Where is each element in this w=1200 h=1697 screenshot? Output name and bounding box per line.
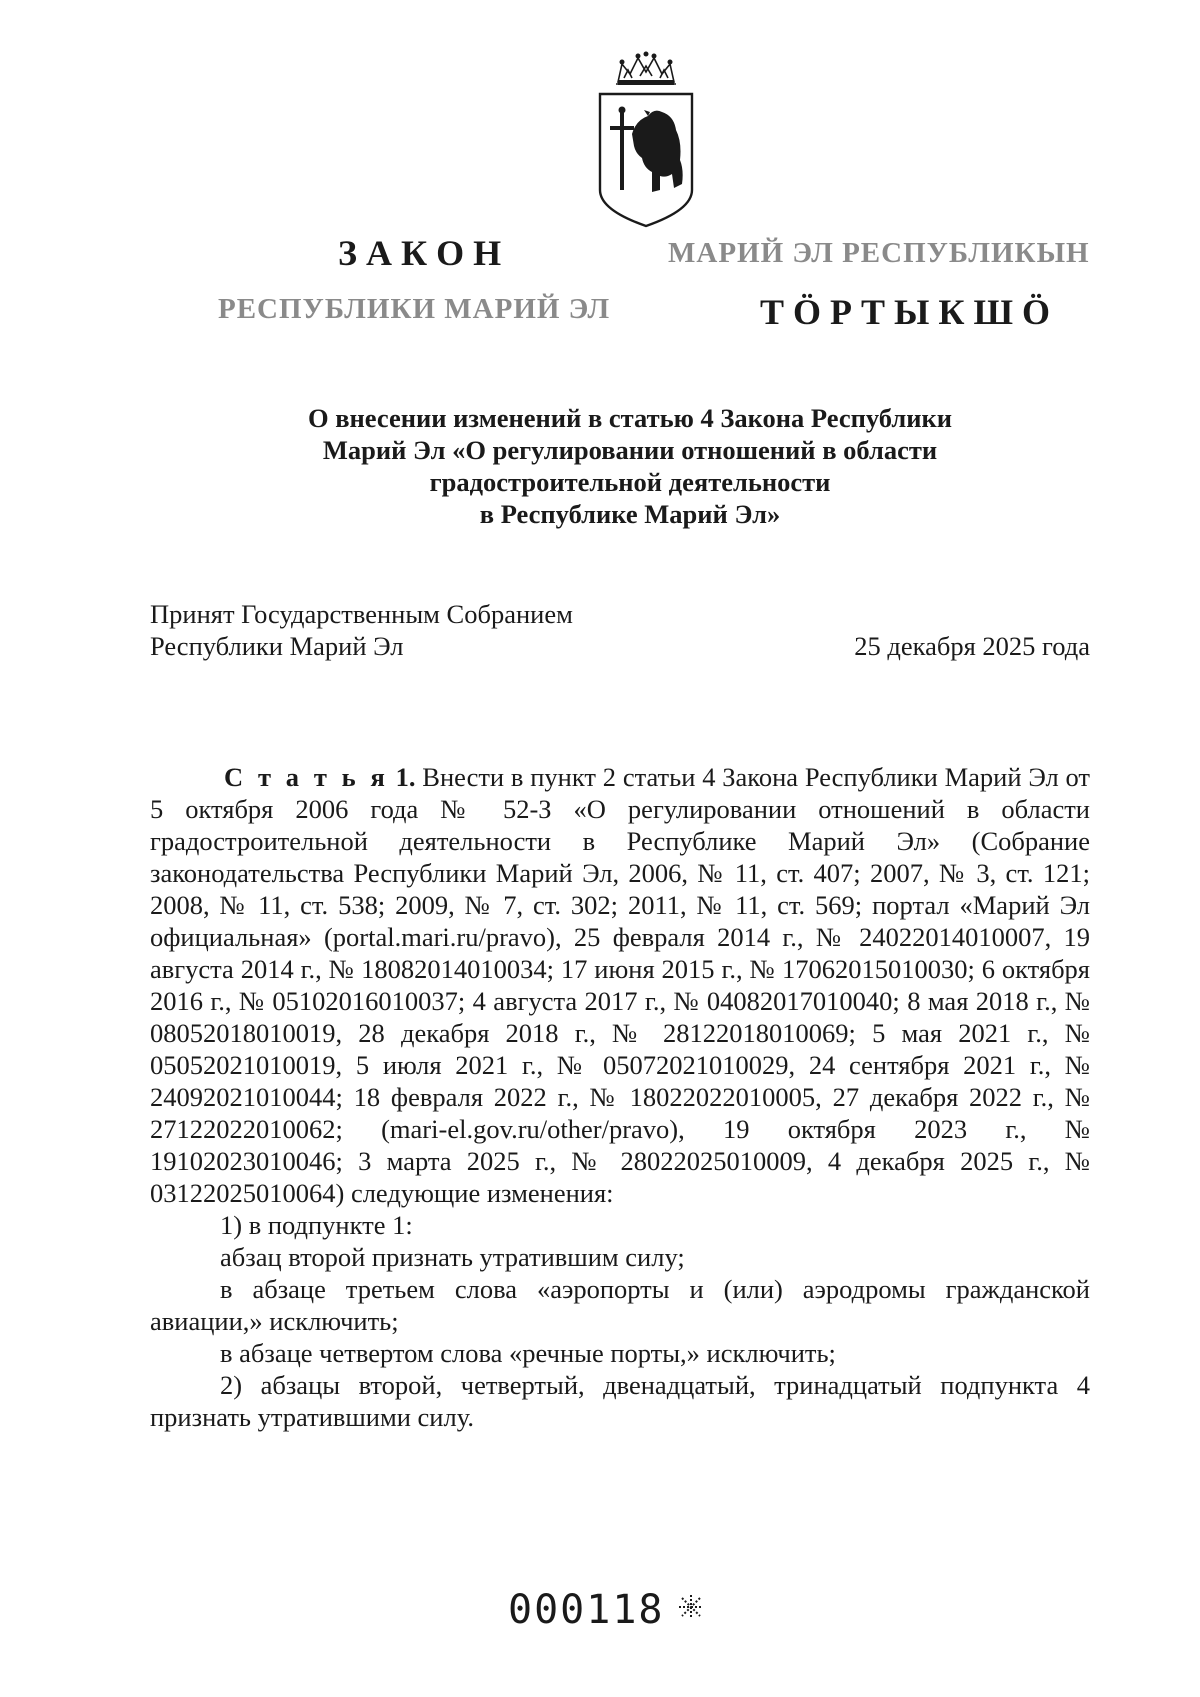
law-title	[150, 402, 1110, 530]
adoption-line: Принят Государственным Собранием	[150, 599, 573, 629]
article-item: 2) абзацы второй, четвертый, двенадцатый, тринадцатый подпункта 4 признать утратившими силу.	[150, 1370, 1090, 1432]
law-title-line: в Республике Марий Эл»	[479, 499, 781, 529]
law-title-line: О внесении изменений в статью 4 Закона Республики	[307, 403, 953, 433]
article-item: в абзаце третьем слова «аэропорты и (или) аэродромы гражданской авиации,» исключить;	[150, 1274, 1090, 1336]
law-title-line: Марий Эл «О регулировании отношений в области	[322, 435, 938, 465]
article-label: С т а т ь я	[224, 762, 389, 792]
law-heading-mari: Т Ö Р Т Ы К Ш Ö	[760, 292, 1051, 332]
snowflake-icon	[678, 1594, 704, 1620]
adoption-line: Республики Марий Эл	[150, 631, 404, 661]
article-1-intro	[150, 761, 1090, 1209]
law-title-line: градостроительной деятельности	[429, 467, 831, 497]
article-item: в абзаце четвертом слова «речные порты,» исключить;	[220, 1338, 836, 1368]
law-heading-ru: З А К О Н	[338, 233, 502, 273]
republic-name-ru: РЕСПУБЛИКИ МАРИЙ ЭЛ	[218, 293, 611, 325]
adoption-date: 25 декабря 2025 года	[854, 631, 1090, 661]
republic-name-mari: МАРИЙ ЭЛ РЕСПУБЛИКЫН	[668, 237, 1090, 269]
article-item: 1) в подпункте 1:	[220, 1210, 413, 1240]
article-1	[150, 761, 1090, 1433]
serial-number: 000118	[508, 1587, 665, 1633]
article-number: 1.	[395, 762, 416, 792]
coat-of-arms-emblem	[588, 50, 704, 228]
article-item: абзац второй признать утратившим силу;	[220, 1242, 685, 1272]
article-intro-text: Внести в пункт 2 статьи 4 Закона Республики Марий Эл от 5 октября 2006 года № 52-З «О регулировании отношений в области градостроительной деятельности в Республике Марий Эл» (Собрание законодательства Республики Марий Эл, 2006, № 11, ст. 407; 2007, № 3, ст. 121; 2008, № 11, ст. 538; 2009, № 7, ст. 302; 2011, № 11, ст. 569; портал «Марий Эл официальная» (portal.mari.ru/pravo), 25 февраля 2014 г., № 24022014010007, 19 августа 2014 г., № 18082014010034; 17 июня 2015 г., № 17062015010030; 6 октября 2016 г., № 05102016010037; 4 августа 2017 г., № 04082017010040; 8 мая 2018 г., № 08052018010019, 28 декабря 2018 г., № 28122018010069; 5 мая 2021 г., № 05052021010019, 5 июля 2021 г., № 05072021010029, 24 сентября 2021 г., № 24092021010044; 18 февраля 2022 г., № 18022022010005, 27 декабря 2022 г., № 27122022010062; (mari-el.gov.ru/other/pravo), 19 октября 2023 г., № 19102023010046; 3 марта 2025 г., № 28022025010009, 4 декабря 2025 г., № 03122025010064) следующие изменения:	[150, 762, 1090, 1208]
